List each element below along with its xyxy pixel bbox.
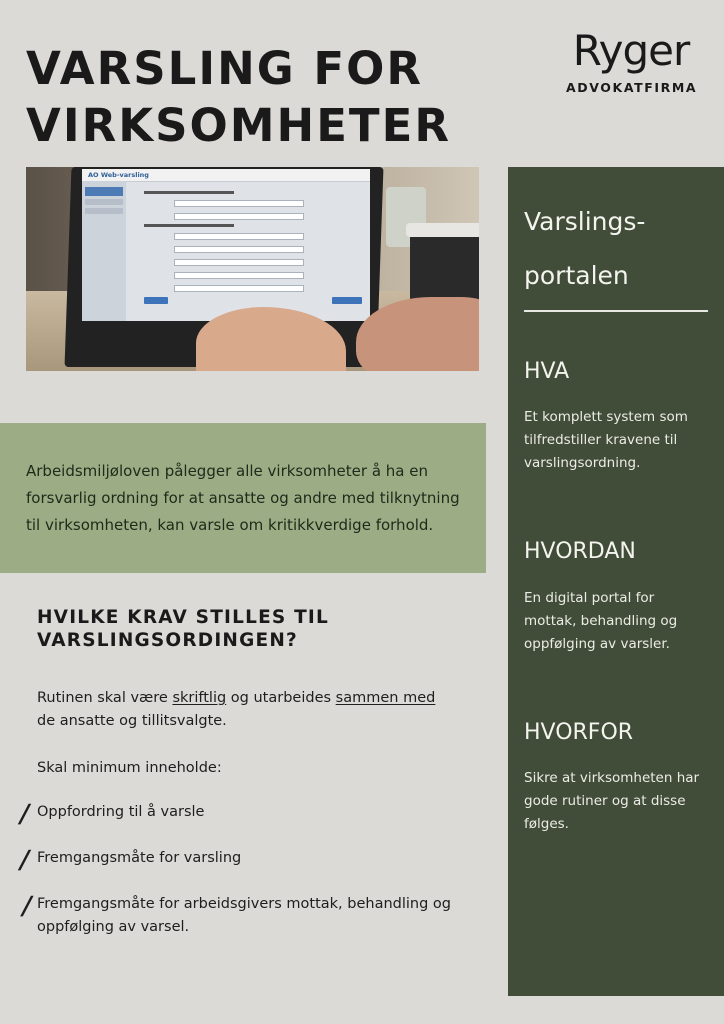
screen-form-field	[174, 233, 304, 240]
routine-text-3: de ansatte og tillitsvalgte.	[37, 713, 227, 729]
screen-form-heading	[144, 191, 234, 194]
requirement-item	[20, 893, 460, 939]
routine-paragraph	[37, 687, 457, 733]
portal-panel	[508, 167, 724, 996]
screen-brand: AO Web-varsling	[88, 171, 149, 179]
screen-nav-item	[85, 199, 123, 205]
screen-nav-active	[85, 187, 123, 196]
ryger-logo	[566, 28, 696, 95]
requirement-text: Fremgangsmåte for varsling	[37, 850, 242, 866]
screen-form-field	[174, 272, 304, 279]
intro-box	[0, 423, 486, 573]
routine-underline-sammen-med: sammen med	[335, 690, 436, 706]
screen-form-field	[174, 213, 304, 220]
title-line-1: VARSLING FOR	[26, 42, 423, 95]
screen-sidebar	[82, 181, 126, 321]
requirement-item	[17, 799, 460, 828]
panel-title	[524, 195, 645, 303]
screen-form	[134, 187, 304, 292]
requirement-item	[17, 845, 460, 874]
page-title	[26, 40, 451, 154]
logo-subtitle: ADVOKATFIRMA	[566, 80, 698, 95]
screen-button-submit	[332, 297, 362, 304]
panel-text-hvorfor: Sikre at virksomheten har gode rutiner og at disse følges.	[524, 770, 700, 832]
intro-text: Arbeidsmiljøloven pålegger alle virksomheter å ha en forsvarlig ordning for at ansatte og andre med tilknytning til virksomheten, kan varsle om kritikkverdige forhold.	[26, 461, 460, 534]
laptop-photo	[26, 167, 479, 371]
panel-text-hvordan: En digital portal for mottak, behandling og oppfølging av varsler.	[524, 590, 678, 652]
panel-heading-hvorfor: HVORFOR	[524, 720, 634, 745]
photo-cup-lid	[406, 223, 479, 237]
panel-title-line-1: Varslings-	[524, 207, 646, 236]
panel-title-line-2: portalen	[524, 261, 629, 290]
routine-text-2: og utarbeides	[226, 690, 336, 706]
requirement-text: Fremgangsmåte for arbeidsgivers mottak, behandling og oppfølging av varsel.	[37, 896, 452, 935]
routine-text-1: Rutinen skal være	[37, 690, 173, 706]
screen-form-field	[174, 200, 304, 207]
screen-form-field	[174, 259, 304, 266]
requirement-text: Oppfordring til å varsle	[37, 804, 205, 820]
screen-form-field	[174, 246, 304, 253]
slash-bullet-icon: /	[17, 799, 33, 828]
requirements-heading-line-1: HVILKE KRAV STILLES TIL	[37, 607, 329, 628]
photo-laptop-screen	[82, 169, 370, 321]
screen-nav-item	[85, 208, 123, 214]
screen-form-field	[174, 285, 304, 292]
panel-heading-hvordan: HVORDAN	[524, 539, 636, 564]
title-line-2: VIRKSOMHETER	[26, 99, 452, 152]
requirements-heading-line-2: VARSLINGSORDINGEN?	[37, 630, 298, 651]
panel-divider	[524, 310, 708, 312]
requirements-heading	[37, 606, 457, 652]
routine-underline-skriftlig: skriftlig	[172, 690, 227, 706]
logo-word: Ryger	[572, 26, 690, 75]
screen-form-heading	[144, 224, 234, 227]
screen-button-back	[144, 297, 168, 304]
slash-bullet-icon: /	[17, 845, 33, 874]
slash-bullet-icon: /	[19, 891, 35, 920]
panel-heading-hva: HVA	[524, 359, 570, 384]
panel-text-hva: Et komplett system som tilfredstiller kravene til varslingsordning.	[524, 409, 688, 471]
minimum-label: Skal minimum inneholde:	[37, 760, 222, 776]
